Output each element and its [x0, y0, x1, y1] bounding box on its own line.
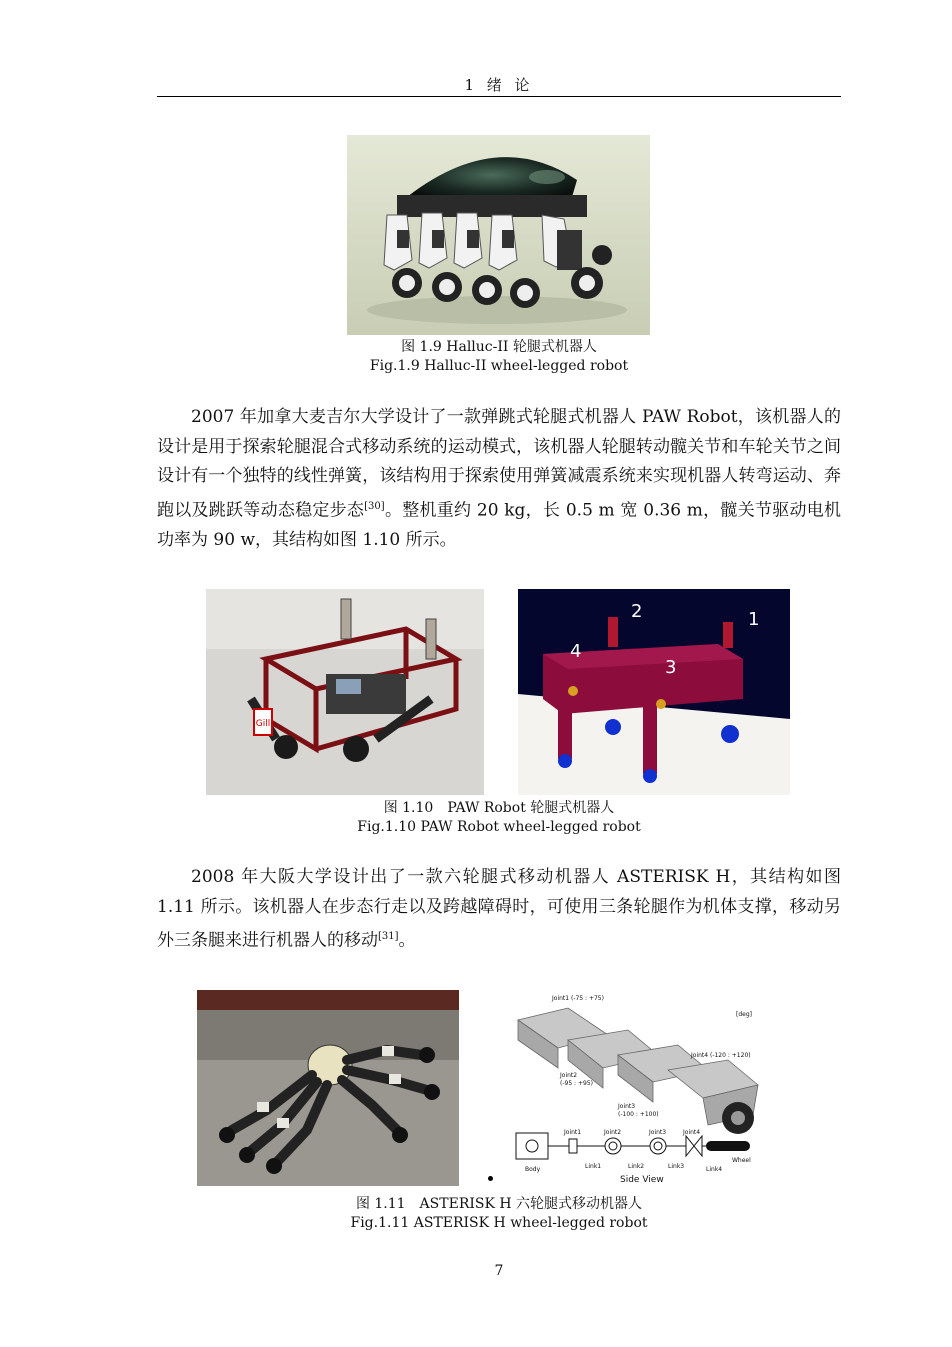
fig-1-11-caption-cn: 图 1.11 ASTERISK H 六轮腿式移动机器人 — [355, 1196, 643, 1212]
fig-1-9-caption-cn: 图 1.9 Halluc-II 轮腿式机器人 — [401, 339, 597, 355]
citation-30: [30] — [364, 500, 385, 512]
running-header: 1 绪 论 — [464, 76, 534, 94]
schematic-joint4: Joint4 — [683, 1129, 701, 1136]
bullet-dot — [488, 1176, 493, 1181]
asterisk-h-photo — [197, 990, 459, 1186]
joint3-range-label: (-100 : +100) — [618, 1111, 659, 1118]
halluc-ii-photo — [347, 135, 650, 335]
joint2-range-label: (-95 : +95) — [560, 1080, 593, 1087]
schematic-joint2: Joint2 — [604, 1129, 622, 1136]
leg-label-2: 2 — [631, 601, 643, 622]
unit-label: [deg] — [736, 1011, 752, 1018]
paragraph-paw-robot — [157, 403, 841, 555]
fig-1-10-caption-en: Fig.1.10 PAW Robot wheel-legged robot — [357, 819, 641, 835]
joint3-label: Joint3 — [618, 1103, 636, 1110]
schematic-wheel: Wheel — [732, 1157, 751, 1164]
side-view-label: Side View — [620, 1175, 664, 1185]
schematic-link2: Link2 — [628, 1163, 645, 1170]
fig-1-10-caption-cn: 图 1.10 PAW Robot 轮腿式机器人 — [383, 800, 615, 816]
leg-label-4: 4 — [570, 641, 582, 662]
joint4-range-label: Joint4 (-120 : +120) — [691, 1052, 751, 1059]
paw-robot-photo — [206, 589, 484, 795]
para-text: 。整机重约 20 kg，长 0.5 m 宽 0.36 m，髋关节驱动电机功率为 90 w，其结构如图 1.10 所示。 — [157, 500, 842, 550]
page-number: 7 — [494, 1263, 504, 1279]
paw-robot-model — [518, 589, 790, 795]
asterisk-h-diagram — [508, 990, 770, 1186]
header-rule — [157, 96, 841, 97]
schematic-joint3: Joint3 — [649, 1129, 667, 1136]
joint1-range-label: Joint1 (-75 : +75) — [552, 995, 604, 1002]
schematic-joint1: Joint1 — [564, 1129, 582, 1136]
schematic-link3: Link3 — [668, 1163, 685, 1170]
schematic-link4: Link4 — [706, 1166, 723, 1173]
para-text: 2007 年加拿大麦吉尔大学设计了一款弹跳式轮腿式机器人 PAW Robot，该机器人的设计是用于探索轮腿混合式移动系统的运动模式，该机器人轮腿转动髋关节和车轮关节之间设计有一个独特的线性弹簧，该结构用于探索使用弹簧减震系统来实现机器人转弯运动、奔跑以及跳跃等动态稳定步态 — [157, 407, 841, 521]
para-text: 2008 年大阪大学设计出了一款六轮腿式移动机器人 ASTERISK H，其结构如图 1.11 所示。该机器人在步态行走以及跨越障碍时，可使用三条轮腿作为机体支撑，移动另外三条腿来进行机器人的移动 — [157, 867, 841, 951]
joint2-label: Joint2 — [560, 1072, 578, 1079]
gill-label: Gill — [255, 719, 271, 729]
fig-1-9-caption-en: Fig.1.9 Halluc-II wheel-legged robot — [369, 358, 629, 374]
leg-label-1: 1 — [748, 609, 760, 630]
schematic-link1: Link1 — [585, 1163, 602, 1170]
schematic-body: Body — [525, 1166, 541, 1173]
leg-label-3: 3 — [665, 657, 677, 678]
paragraph-asterisk-h — [157, 863, 841, 956]
para-text: 。 — [398, 930, 416, 951]
citation-31: [31] — [378, 931, 399, 942]
fig-1-11-caption-en: Fig.1.11 ASTERISK H wheel-legged robot — [350, 1215, 648, 1231]
